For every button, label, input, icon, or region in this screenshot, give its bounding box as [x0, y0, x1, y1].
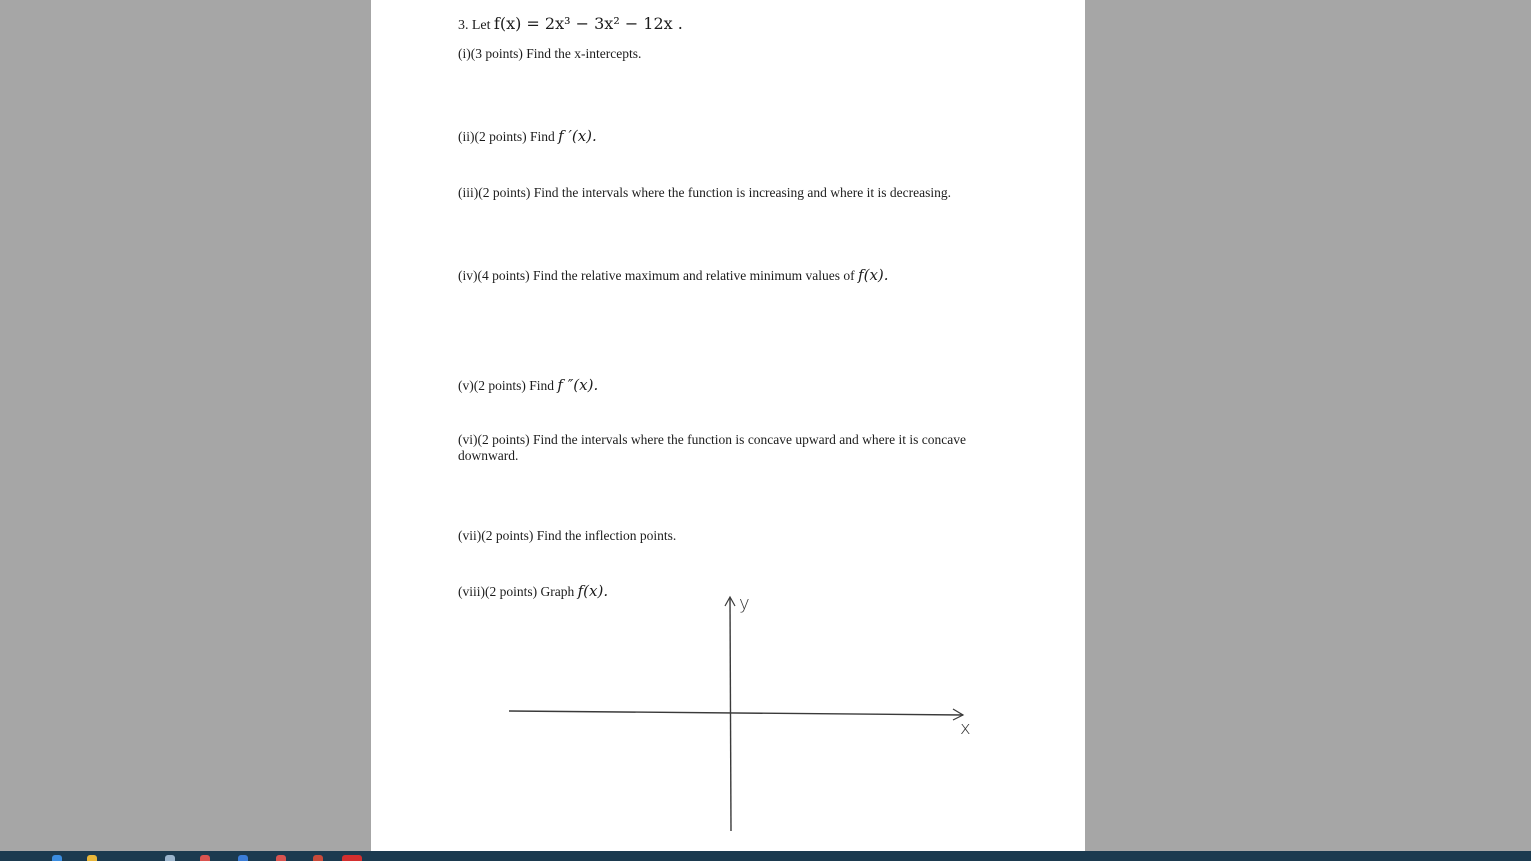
- taskbar-app-icon[interactable]: [313, 855, 323, 861]
- question-iii: [458, 185, 951, 201]
- problem-number: 3.: [458, 18, 469, 33]
- y-axis: [730, 598, 731, 831]
- question-ii-math: f ′(x).: [558, 127, 597, 145]
- question-ii-text: (ii)(2 points) Find: [458, 129, 555, 144]
- question-v: [458, 376, 598, 394]
- problem-heading: [458, 14, 683, 34]
- question-viii-math: f(x).: [577, 582, 609, 600]
- question-v-math: f ″(x).: [557, 376, 599, 394]
- question-iv: [458, 266, 889, 284]
- taskbar: [0, 851, 1531, 861]
- taskbar-folder-icon[interactable]: [87, 855, 97, 861]
- question-i: [458, 46, 641, 62]
- taskbar-app-icon[interactable]: [276, 855, 286, 861]
- y-axis-label: y: [739, 593, 750, 614]
- question-ii: [458, 127, 597, 145]
- problem-let: Let: [471, 18, 491, 33]
- question-vi-text: (vi)(2 points) Find the intervals where the function is concave upward and where it is concave downward.: [458, 432, 966, 463]
- question-v-text: (v)(2 points) Find: [458, 378, 554, 393]
- question-iii-text: (iii)(2 points) Find the intervals where the function is increasing and where it is decreasing.: [458, 185, 951, 200]
- question-viii-text: (viii)(2 points) Graph: [458, 584, 575, 599]
- question-vii-text: (vii)(2 points) Find the inflection points.: [458, 528, 677, 543]
- x-axis: [509, 711, 963, 715]
- question-vi: [458, 432, 998, 464]
- x-axis-label: x: [960, 718, 971, 739]
- question-vii: [458, 528, 676, 544]
- taskbar-app-icon[interactable]: [165, 855, 175, 861]
- question-iv-text: (iv)(4 points) Find the relative maximum and relative minimum values of: [458, 268, 855, 283]
- document-page: [371, 0, 1085, 851]
- question-i-text: (i)(3 points) Find the x-intercepts.: [458, 46, 642, 61]
- taskbar-app-icon[interactable]: [238, 855, 248, 861]
- taskbar-app-icon[interactable]: [52, 855, 62, 861]
- blank-graph-axes: [501, 590, 981, 835]
- taskbar-app-icon[interactable]: [200, 855, 210, 861]
- problem-equation: f(x) = 2x³ − 3x² − 12x .: [493, 14, 683, 33]
- question-iv-math: f(x).: [858, 266, 889, 284]
- taskbar-pdf-icon[interactable]: [342, 855, 362, 861]
